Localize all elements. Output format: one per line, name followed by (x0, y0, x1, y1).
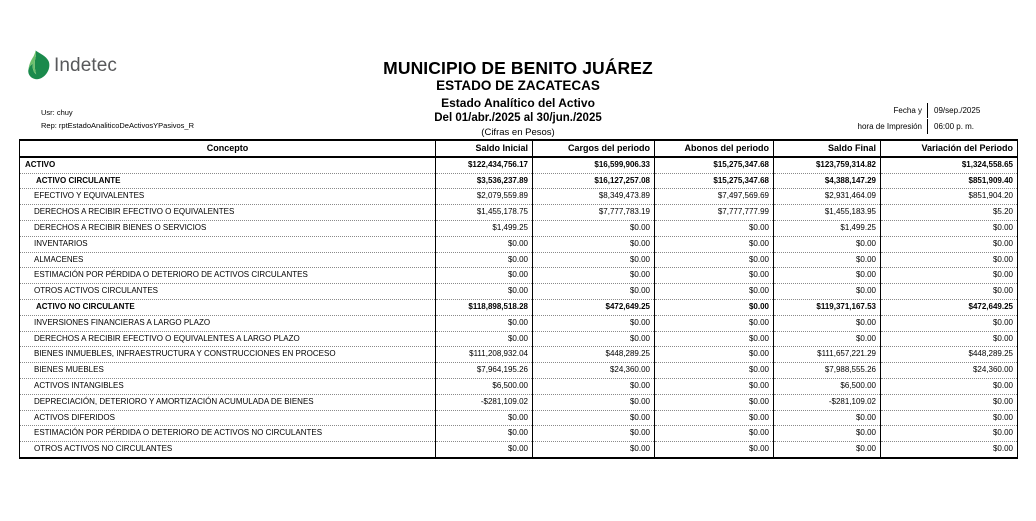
cell-cargos: $0.00 (533, 252, 655, 268)
cell-concepto: DERECHOS A RECIBIR EFECTIVO O EQUIVALENTES A LARGO PLAZO (20, 331, 436, 347)
cell-abonos: $0.00 (655, 363, 774, 379)
cell-concepto: ACTIVOS DIFERIDOS (20, 410, 436, 426)
cell-saldo-inicial: $7,964,195.26 (436, 363, 533, 379)
cell-abonos: $0.00 (655, 236, 774, 252)
cell-abonos: $0.00 (655, 426, 774, 442)
cell-variacion: $0.00 (881, 252, 1018, 268)
cell-saldo-final: $1,499.25 (774, 220, 881, 236)
print-time-value: 06:00 p. m. (927, 119, 1018, 134)
cell-cargos: $7,777,783.19 (533, 205, 655, 221)
table-row (20, 426, 1018, 442)
report-id-line: Rep: rptEstadoAnaliticoDeActivosYPasivos_R (41, 121, 194, 130)
table-header-row (20, 140, 1018, 157)
cell-saldo-inicial: -$281,109.02 (436, 394, 533, 410)
cell-saldo-inicial: $3,536,237.89 (436, 173, 533, 189)
table-row (20, 205, 1018, 221)
asset-analysis-table-wrapper (19, 139, 1017, 459)
print-date-row (843, 102, 1018, 118)
cell-concepto: DEPRECIACIÓN, DETERIORO Y AMORTIZACIÓN ACUMULADA DE BIENES (20, 394, 436, 410)
cell-concepto: ESTIMACIÓN POR PÉRDIDA O DETERIORO DE ACTIVOS CIRCULANTES (20, 268, 436, 284)
indetec-logo (27, 48, 117, 82)
table-row (20, 236, 1018, 252)
cell-saldo-inicial: $0.00 (436, 268, 533, 284)
cell-abonos: $15,275,347.68 (655, 157, 774, 173)
cell-cargos: $24,360.00 (533, 363, 655, 379)
cell-variacion: $0.00 (881, 426, 1018, 442)
column-header-abonos: Abonos del periodo (655, 140, 774, 157)
cell-saldo-final: $7,988,555.26 (774, 363, 881, 379)
cell-abonos: $0.00 (655, 442, 774, 458)
cell-concepto: ACTIVOS INTANGIBLES (20, 378, 436, 394)
cell-saldo-inicial: $0.00 (436, 284, 533, 300)
cell-saldo-final: $0.00 (774, 284, 881, 300)
cell-cargos: $0.00 (533, 442, 655, 458)
cell-cargos: $0.00 (533, 284, 655, 300)
print-date-label: Fecha y (893, 105, 922, 115)
cell-abonos: $0.00 (655, 378, 774, 394)
cell-concepto: OTROS ACTIVOS CIRCULANTES (20, 284, 436, 300)
column-header-variacion: Variación del Periodo (881, 140, 1018, 157)
table-row (20, 284, 1018, 300)
cell-cargos: $0.00 (533, 426, 655, 442)
cell-cargos: $0.00 (533, 410, 655, 426)
cell-saldo-final: $0.00 (774, 442, 881, 458)
cell-variacion: $0.00 (881, 378, 1018, 394)
cell-saldo-final: $0.00 (774, 426, 881, 442)
cell-abonos: $0.00 (655, 268, 774, 284)
cell-saldo-inicial: $0.00 (436, 315, 533, 331)
cell-variacion: $0.00 (881, 284, 1018, 300)
cell-saldo-final: -$281,109.02 (774, 394, 881, 410)
table-row (20, 363, 1018, 379)
print-date-value: 09/sep./2025 (927, 103, 1018, 118)
leaf-icon (27, 49, 53, 81)
cell-abonos: $0.00 (655, 394, 774, 410)
cell-abonos: $7,497,569.69 (655, 189, 774, 205)
column-header-cargos: Cargos del periodo (533, 140, 655, 157)
cell-concepto: BIENES MUEBLES (20, 363, 436, 379)
cell-saldo-inicial: $0.00 (436, 442, 533, 458)
cell-abonos: $15,275,347.68 (655, 173, 774, 189)
cell-saldo-final: $119,371,167.53 (774, 299, 881, 315)
cell-saldo-inicial: $2,079,559.89 (436, 189, 533, 205)
user-line: Usr: chuy (41, 108, 73, 117)
cell-variacion: $0.00 (881, 220, 1018, 236)
cell-abonos: $7,777,777.99 (655, 205, 774, 221)
print-time-row (843, 118, 1018, 134)
cell-variacion: $448,289.25 (881, 347, 1018, 363)
cell-abonos: $0.00 (655, 347, 774, 363)
table-row (20, 410, 1018, 426)
cell-variacion: $851,904.20 (881, 189, 1018, 205)
report-period: Del 01/abr./2025 al 30/jun./2025 (434, 112, 602, 124)
cell-cargos: $0.00 (533, 220, 655, 236)
table-row (20, 315, 1018, 331)
currency-note: (Cifras en Pesos) (481, 127, 555, 138)
cell-abonos: $0.00 (655, 252, 774, 268)
print-time-label: hora de Impresión (857, 121, 922, 131)
cell-abonos: $0.00 (655, 315, 774, 331)
cell-concepto: ACTIVO CIRCULANTE (20, 173, 436, 189)
cell-concepto: DERECHOS A RECIBIR EFECTIVO O EQUIVALENTES (20, 205, 436, 221)
cell-variacion: $24,360.00 (881, 363, 1018, 379)
cell-saldo-inicial: $6,500.00 (436, 378, 533, 394)
cell-cargos: $0.00 (533, 268, 655, 284)
table-row (20, 189, 1018, 205)
cell-saldo-inicial: $118,898,518.28 (436, 299, 533, 315)
cell-variacion: $472,649.25 (881, 299, 1018, 315)
cell-saldo-inicial: $122,434,756.17 (436, 157, 533, 173)
cell-variacion: $5.20 (881, 205, 1018, 221)
table-row (20, 268, 1018, 284)
cell-cargos: $448,289.25 (533, 347, 655, 363)
table-row (20, 394, 1018, 410)
cell-variacion: $0.00 (881, 236, 1018, 252)
print-meta (843, 102, 1018, 134)
cell-concepto: ACTIVO NO CIRCULANTE (20, 299, 436, 315)
cell-saldo-final: $0.00 (774, 236, 881, 252)
table-row (20, 173, 1018, 189)
cell-concepto: INVENTARIOS (20, 236, 436, 252)
cell-saldo-final: $0.00 (774, 315, 881, 331)
cell-variacion: $0.00 (881, 331, 1018, 347)
cell-concepto: ESTIMACIÓN POR PÉRDIDA O DETERIORO DE ACTIVOS NO CIRCULANTES (20, 426, 436, 442)
cell-saldo-final: $6,500.00 (774, 378, 881, 394)
cell-abonos: $0.00 (655, 220, 774, 236)
cell-cargos: $16,127,257.08 (533, 173, 655, 189)
cell-abonos: $0.00 (655, 299, 774, 315)
cell-cargos: $0.00 (533, 331, 655, 347)
table-row (20, 378, 1018, 394)
table-row (20, 347, 1018, 363)
cell-concepto: OTROS ACTIVOS NO CIRCULANTES (20, 442, 436, 458)
cell-concepto: BIENES INMUEBLES, INFRAESTRUCTURA Y CONSTRUCCIONES EN PROCESO (20, 347, 436, 363)
table-row (20, 157, 1018, 173)
cell-saldo-inicial: $1,455,178.75 (436, 205, 533, 221)
column-header-concepto: Concepto (20, 140, 436, 157)
cell-saldo-final: $0.00 (774, 331, 881, 347)
cell-cargos: $0.00 (533, 236, 655, 252)
cell-saldo-inicial: $0.00 (436, 426, 533, 442)
cell-abonos: $0.00 (655, 284, 774, 300)
table-row (20, 299, 1018, 315)
cell-concepto: ACTIVO (20, 157, 436, 173)
cell-variacion: $851,909.40 (881, 173, 1018, 189)
municipality-title: MUNICIPIO DE BENITO JUÁREZ (383, 58, 653, 78)
cell-variacion: $0.00 (881, 442, 1018, 458)
cell-saldo-final: $0.00 (774, 252, 881, 268)
report-name: Estado Analítico del Activo (441, 96, 595, 110)
cell-saldo-final: $2,931,464.09 (774, 189, 881, 205)
cell-variacion: $0.00 (881, 410, 1018, 426)
cell-concepto: DERECHOS A RECIBIR BIENES O SERVICIOS (20, 220, 436, 236)
cell-cargos: $8,349,473.89 (533, 189, 655, 205)
cell-saldo-inicial: $1,499.25 (436, 220, 533, 236)
table-head (20, 140, 1018, 157)
asset-analysis-table (19, 139, 1018, 459)
cell-variacion: $0.00 (881, 394, 1018, 410)
table-row (20, 220, 1018, 236)
cell-saldo-inicial: $0.00 (436, 331, 533, 347)
state-title: ESTADO DE ZACATECAS (436, 78, 600, 93)
table-row (20, 442, 1018, 458)
cell-saldo-final: $1,455,183.95 (774, 205, 881, 221)
cell-abonos: $0.00 (655, 410, 774, 426)
cell-cargos: $0.00 (533, 315, 655, 331)
cell-abonos: $0.00 (655, 331, 774, 347)
cell-saldo-final: $4,388,147.29 (774, 173, 881, 189)
column-header-saldo-final: Saldo Final (774, 140, 881, 157)
cell-cargos: $0.00 (533, 394, 655, 410)
cell-concepto: INVERSIONES FINANCIERAS A LARGO PLAZO (20, 315, 436, 331)
cell-saldo-final: $123,759,314.82 (774, 157, 881, 173)
cell-saldo-inicial: $0.00 (436, 236, 533, 252)
table-row (20, 252, 1018, 268)
cell-concepto: EFECTIVO Y EQUIVALENTES (20, 189, 436, 205)
cell-saldo-final: $0.00 (774, 268, 881, 284)
brand-name: Indetec (54, 54, 118, 76)
cell-variacion: $0.00 (881, 315, 1018, 331)
column-header-saldo-inicial: Saldo Inicial (436, 140, 533, 157)
cell-cargos: $472,649.25 (533, 299, 655, 315)
report-meta-left (41, 106, 194, 132)
cell-cargos: $0.00 (533, 378, 655, 394)
cell-saldo-final: $0.00 (774, 410, 881, 426)
cell-concepto: ALMACENES (20, 252, 436, 268)
table-body (20, 157, 1018, 458)
table-row (20, 331, 1018, 347)
cell-saldo-final: $111,657,221.29 (774, 347, 881, 363)
cell-saldo-inicial: $0.00 (436, 252, 533, 268)
cell-saldo-inicial: $0.00 (436, 410, 533, 426)
cell-cargos: $16,599,906.33 (533, 157, 655, 173)
cell-variacion: $0.00 (881, 268, 1018, 284)
cell-variacion: $1,324,558.65 (881, 157, 1018, 173)
cell-saldo-inicial: $111,208,932.04 (436, 347, 533, 363)
